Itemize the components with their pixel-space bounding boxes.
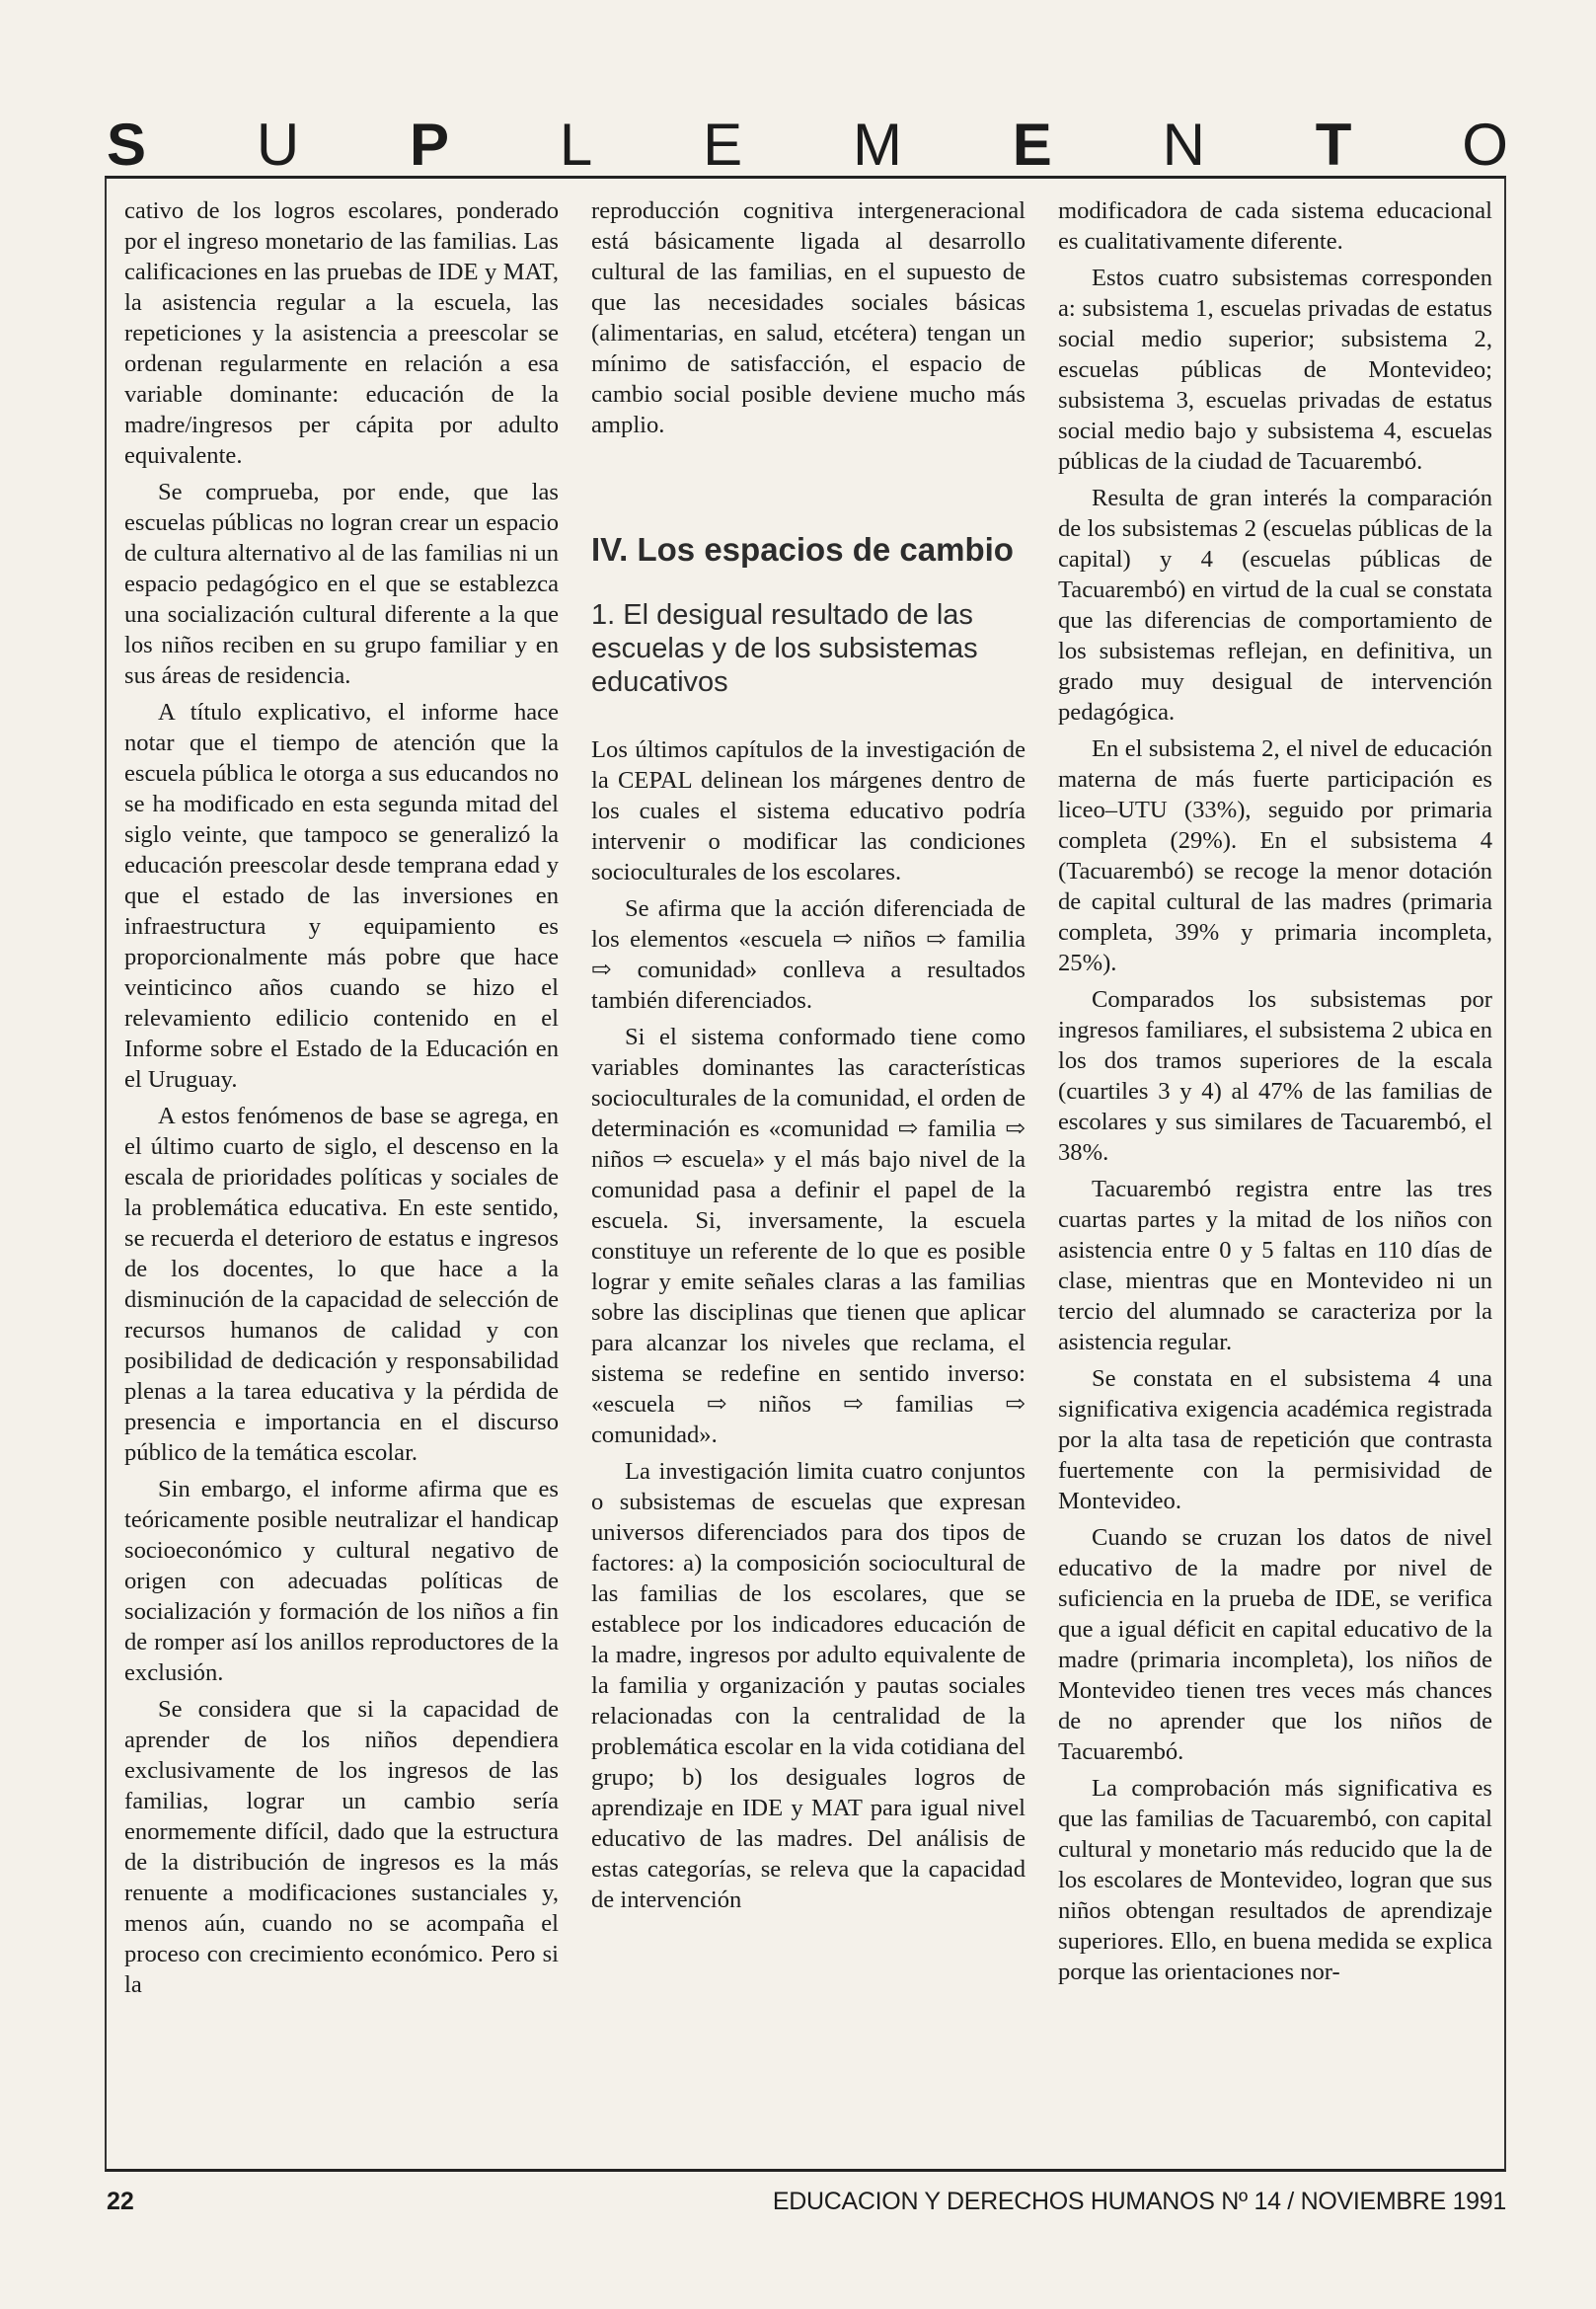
paragraph: Tacuarembó registra entre las tres cuartas partes y la mitad de los niños con asistencia entre 0 y 5 faltas en 110 días de clase, mientras que en Montevideo ni un tercio del alumnado se caracteriza por la asistencia regular.: [1058, 1176, 1492, 1355]
masthead-letter: E: [1012, 112, 1052, 178]
column-3: [1058, 195, 1492, 2160]
paragraph: La comprobación más significativa es que las familias de Tacuarembó, con capital cultural y monetario más reducido que la de los escolares de Montevideo, logran que sus niños obtengan resultados de aprendizaje superiores. Ello, en buena medida se explica porque las orientaciones nor-: [1058, 1775, 1492, 1985]
masthead-letter: P: [410, 112, 450, 178]
publication-line: EDUCACION Y DERECHOS HUMANOS Nº 14 / NOVIEMBRE 1991: [772, 2188, 1506, 2215]
paragraph: En el subsistema 2, el nivel de educación materna de más fuerte participación es liceo–UTU (33%), seguido por primaria completa (29%). En el subsistema 4 (Tacuarembó) se recoge la menor dotación de capital cultural de las madres (primaria completa, 39% y primaria incompleta, 25%).: [1058, 735, 1492, 976]
paragraph: A estos fenómenos de base se agrega, en el último cuarto de siglo, el descenso en la escala de prioridades políticas y sociales de la problemática educativa. En este sentido, se recuerda el deterioro de estatus e ingresos de los docentes, lo que hace a la disminución de la capacidad de selección de recursos humanos de calidad y con posibilidad de dedicación y responsabilidad plenas a la tarea educativa y la pérdida de presencia e importancia en el discurso público de la temática escolar.: [124, 1103, 559, 1466]
masthead-letter: L: [559, 112, 593, 178]
paragraph: Cuando se cruzan los datos de nivel educativo de la madre por nivel de suficiencia en la prueba de IDE, se verifica que a igual déficit en capital educativo de la madre (primaria incompleta), los niños de Montevideo tienen tres veces más chances de no aprender que los niños de Tacuarembó.: [1058, 1524, 1492, 1765]
paragraph: modificadora de cada sistema educacional es cualitativamente diferente.: [1058, 197, 1492, 255]
paragraph: cativo de los logros escolares, ponderado por el ingreso monetario de las familias. Las calificaciones en las pruebas de IDE y MAT, la asistencia regular a la escuela, las repeticiones y la asistencia a preescolar se ordenan regularmente en relación a esa variable dominante: educación de la madre/ingresos per cápita por adulto equivalente.: [124, 197, 559, 469]
paragraph: Se considera que si la capacidad de aprender de los niños dependiera exclusivamente de los ingresos de las familias, lograr un cambio sería enormemente difícil, dado que la estructura de la distribución de ingresos es la más renuente a modificaciones sustanciales y, menos aún, cuando no se acompaña el proceso con crecimiento económico. Pero si la: [124, 1696, 559, 1998]
paragraph: reproducción cognitiva intergeneracional está básicamente ligada al desarrollo cultural de las familias, en el supuesto de que las necesidades sociales básicas (alimentarias, en salud, etcétera) tengan un mínimo de satisfacción, el espacio de cambio social posible deviene mucho más amplio.: [591, 197, 1026, 438]
masthead-letter: N: [1162, 112, 1205, 178]
masthead-letter: S: [107, 112, 147, 178]
page-number: 22: [107, 2188, 134, 2215]
column-1: [124, 195, 559, 2160]
paragraph: La investigación limita cuatro conjuntos o subsistemas de escuelas que expresan universos diferenciados para dos tipos de factores: a) la composición sociocultural de las familias de los escolares, que se establece por los indicadores educación de la madre, ingresos por adulto equivalente de la familia y organización y pautas sociales relacionadas con la centralidad de la problemática escolar en la vida cotidiana del grupo; b) los desiguales logros de aprendizaje en IDE y MAT para igual nivel educativo de las madres. Del análisis de estas categorías, se releva que la capacidad de intervención: [591, 1458, 1026, 1913]
paragraph: Sin embargo, el informe afirma que es teóricamente posible neutralizar el handicap socioeconómico y cultural negativo de origen con adecuadas políticas de socialización y formación de los niños a fin de romper así los anillos reproductores de la exclusión.: [124, 1476, 559, 1686]
paragraph: Comparados los subsistemas por ingresos familiares, el subsistema 2 ubica en los dos tramos superiores de la escala (cuartiles 3 y 4) al 47% de las familias de escolares y sus similares de Tacuarembó, el 38%.: [1058, 986, 1492, 1166]
paragraph: Se afirma que la acción diferenciada de los elementos «escuela ⇨ niños ⇨ familia ⇨ comunidad» conlleva a resultados también diferenciados.: [591, 895, 1026, 1014]
paragraph: Se comprueba, por ende, que las escuelas públicas no logran crear un espacio de cultura alternativo al de las familias ni un espacio pedagógico en el que se establezca una socialización cultural diferente a la que los niños reciben en su grupo familiar y en sus áreas de residencia.: [124, 479, 559, 689]
column-2: [591, 195, 1026, 2160]
masthead-letter: O: [1462, 112, 1508, 178]
masthead-letter: U: [256, 112, 300, 178]
paragraph: Estos cuatro subsistemas corresponden a: subsistema 1, escuelas privadas de estatus social medio superior; subsistema 2, escuelas públicas de Montevideo; subsistema 3, escuelas privadas de estatus social medio bajo y subsistema 4, escuelas públicas de la ciudad de Tacuarembó.: [1058, 265, 1492, 475]
paragraph: Resulta de gran interés la comparación de los subsistemas 2 (escuelas públicas de la capital) y 4 (escuelas públicas de Tacuarembó) en virtud de la cual se constata que las diferencias de comportamiento de los subsistemas reflejan, en definitiva, un grado muy desigual de intervención pedagógica.: [1058, 485, 1492, 726]
paragraph: Se constata en el subsistema 4 una significativa exigencia académica registrada por la alta tasa de repetición que contrasta fuertemente con la permisividad de Montevideo.: [1058, 1365, 1492, 1514]
masthead-letter: M: [852, 112, 902, 178]
masthead-title: [107, 104, 1508, 178]
paragraph: A título explicativo, el informe hace notar que el tiempo de atención que la escuela pública le otorga a sus educandos no se ha modificado en esta segunda mitad del siglo veinte, que tampoco se generalizó la educación preescolar desde temprana edad y que el estado de las inversiones en infraestructura y equipamiento es proporcionalmente más pobre que hace veinticinco años cuando se hizo el relevamiento edilicio contenido en el Informe sobre el Estado de la Educación en el Uruguay.: [124, 699, 559, 1093]
page-footer: [107, 2184, 1508, 2223]
subsection-title: 1. El desigual resultado de las escuelas y de los subsistemas educativos: [591, 599, 978, 698]
paragraph: Si el sistema conformado tiene como variables dominantes las características socioculturales de la comunidad, el orden de determinación es «comunidad ⇨ familia ⇨ niños ⇨ escuela» y el más bajo nivel de la comunidad pasa a definir el papel de la escuela. Si, inversamente, la escuela constituye un referente de lo que es posible lograr y emite señales claras a las familias sobre las disciplinas que tienen que aplicar para alcanzar los niveles que reclama, el sistema se redefine en sentido inverso: «escuela ⇨ niños ⇨ familias ⇨ comunidad».: [591, 1024, 1026, 1448]
masthead-letter: E: [703, 112, 743, 178]
masthead-letter: T: [1315, 112, 1352, 178]
section-title: IV. Los espacios de cambio: [591, 531, 1014, 568]
paragraph: Los últimos capítulos de la investigación de la CEPAL delinean los márgenes dentro de los cuales el sistema educativo podría intervenir o modificar las condiciones socioculturales de los escolares.: [591, 736, 1026, 885]
article-columns: [124, 195, 1496, 2160]
